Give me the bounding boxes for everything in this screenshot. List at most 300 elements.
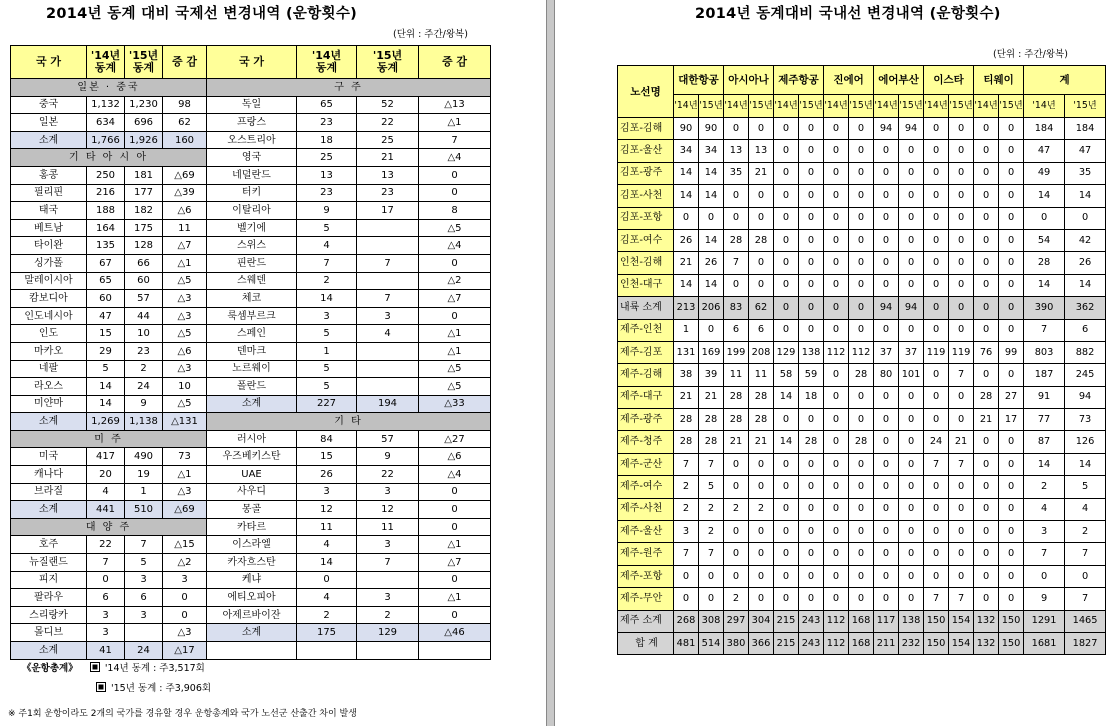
year-header: '15년 bbox=[849, 95, 874, 118]
value-cell: 7 bbox=[357, 290, 419, 308]
value-cell: 0 bbox=[974, 521, 999, 543]
value-cell: 3 bbox=[125, 571, 163, 589]
value-cell: 11 bbox=[163, 219, 207, 237]
value-cell: △1 bbox=[419, 536, 491, 554]
route-row bbox=[618, 431, 1106, 453]
intl-header-row bbox=[11, 46, 491, 79]
value-cell: 0 bbox=[824, 476, 849, 498]
value-cell: 0 bbox=[297, 571, 357, 589]
value-cell: 25 bbox=[297, 149, 357, 167]
value-cell: △131 bbox=[163, 413, 207, 431]
value-cell: 0 bbox=[699, 207, 724, 229]
value-cell: 0 bbox=[949, 386, 974, 408]
country-name: 러시아 bbox=[207, 430, 297, 448]
value-cell: 1827 bbox=[1065, 632, 1106, 654]
value-cell: 9 bbox=[297, 202, 357, 220]
value-cell: 3 bbox=[297, 307, 357, 325]
value-cell: 215 bbox=[774, 632, 799, 654]
value-cell: 0 bbox=[924, 252, 949, 274]
value-cell: 0 bbox=[949, 409, 974, 431]
value-cell: 21 bbox=[674, 252, 699, 274]
value-cell: 22 bbox=[357, 466, 419, 484]
value-cell: 135 bbox=[87, 237, 125, 255]
value-cell: 0 bbox=[974, 118, 999, 140]
value-cell: 0 bbox=[999, 319, 1024, 341]
value-cell: 7 bbox=[87, 554, 125, 572]
value-cell: 0 bbox=[849, 185, 874, 207]
value-cell: 0 bbox=[824, 274, 849, 296]
value-cell: 0 bbox=[724, 521, 749, 543]
intl-header-cell: 국 가 bbox=[207, 46, 297, 79]
value-cell: 0 bbox=[674, 588, 699, 610]
value-cell: 0 bbox=[999, 453, 1024, 475]
value-cell: 14 bbox=[87, 395, 125, 413]
value-cell: 181 bbox=[125, 166, 163, 184]
value-cell: 2 bbox=[724, 588, 749, 610]
value-cell: 7 bbox=[949, 364, 974, 386]
value-cell: 154 bbox=[949, 632, 974, 654]
value-cell: 0 bbox=[824, 565, 849, 587]
value-cell: 11 bbox=[297, 518, 357, 536]
value-cell: 0 bbox=[874, 543, 899, 565]
value-cell: △1 bbox=[419, 589, 491, 607]
value-cell: 0 bbox=[874, 476, 899, 498]
value-cell: 0 bbox=[824, 162, 849, 184]
value-cell: 3 bbox=[357, 589, 419, 607]
value-cell: 23 bbox=[357, 184, 419, 202]
country-name: 노르웨이 bbox=[207, 360, 297, 378]
value-cell: 0 bbox=[974, 476, 999, 498]
value-cell: 18 bbox=[297, 131, 357, 149]
value-cell: △13 bbox=[419, 96, 491, 114]
value-cell: 0 bbox=[824, 207, 849, 229]
value-cell: 164 bbox=[87, 219, 125, 237]
value-cell: 0 bbox=[824, 386, 849, 408]
value-cell: 0 bbox=[799, 453, 824, 475]
value-cell: 0 bbox=[924, 543, 949, 565]
value-cell: 0 bbox=[724, 118, 749, 140]
value-cell: 0 bbox=[749, 521, 774, 543]
intl-row bbox=[11, 254, 491, 272]
value-cell: 0 bbox=[419, 307, 491, 325]
value-cell: 0 bbox=[924, 274, 949, 296]
value-cell: 0 bbox=[999, 498, 1024, 520]
value-cell: △1 bbox=[163, 466, 207, 484]
value-cell: 0 bbox=[924, 185, 949, 207]
route-row bbox=[618, 565, 1106, 587]
value-cell: 0 bbox=[874, 185, 899, 207]
country-name: 캐나다 bbox=[11, 466, 87, 484]
page-gutter bbox=[546, 0, 555, 726]
value-cell: 138 bbox=[799, 341, 824, 363]
value-cell: 0 bbox=[824, 319, 849, 341]
value-cell: 29 bbox=[87, 342, 125, 360]
country-name: 호주 bbox=[11, 536, 87, 554]
value-cell: △6 bbox=[163, 202, 207, 220]
year-header: '14년 bbox=[974, 95, 999, 118]
value-cell: 0 bbox=[774, 588, 799, 610]
value-cell: 0 bbox=[799, 140, 824, 162]
empty-cell bbox=[297, 642, 357, 660]
value-cell: 0 bbox=[824, 185, 849, 207]
value-cell: 0 bbox=[699, 319, 724, 341]
country-name: 이탈리아 bbox=[207, 202, 297, 220]
route-row bbox=[618, 386, 1106, 408]
country-name: 네팔 bbox=[11, 360, 87, 378]
airline-header: 진에어 bbox=[824, 66, 874, 95]
value-cell: 0 bbox=[874, 588, 899, 610]
value-cell: 5 bbox=[699, 476, 724, 498]
value-cell: 4 bbox=[357, 325, 419, 343]
value-cell: 182 bbox=[125, 202, 163, 220]
intl-row bbox=[11, 114, 491, 132]
value-cell: 2 bbox=[674, 498, 699, 520]
value-cell: 0 bbox=[799, 229, 824, 251]
value-cell: 634 bbox=[87, 114, 125, 132]
year-header: '15년 bbox=[899, 95, 924, 118]
value-cell: 76 bbox=[974, 341, 999, 363]
value-cell: 129 bbox=[774, 341, 799, 363]
value-cell: 168 bbox=[849, 610, 874, 632]
value-cell: 65 bbox=[297, 96, 357, 114]
value-cell: 0 bbox=[774, 162, 799, 184]
country-name: 미얀마 bbox=[11, 395, 87, 413]
value-cell: 0 bbox=[899, 386, 924, 408]
intl-row bbox=[11, 79, 491, 97]
value-cell: 21 bbox=[749, 431, 774, 453]
route-row bbox=[618, 319, 1106, 341]
route-row bbox=[618, 409, 1106, 431]
value-cell: 0 bbox=[849, 252, 874, 274]
value-cell: 206 bbox=[699, 297, 724, 319]
value-cell: △3 bbox=[163, 624, 207, 642]
country-name: 몽골 bbox=[207, 501, 297, 519]
value-cell: 0 bbox=[874, 207, 899, 229]
value-cell: 0 bbox=[899, 319, 924, 341]
value-cell: 154 bbox=[949, 610, 974, 632]
value-cell: 83 bbox=[724, 297, 749, 319]
value-cell: 14 bbox=[699, 229, 724, 251]
country-name: 이스라엘 bbox=[207, 536, 297, 554]
square-bullet-icon bbox=[90, 662, 100, 672]
route-row bbox=[618, 521, 1106, 543]
empty-cell bbox=[419, 642, 491, 660]
value-cell: △6 bbox=[163, 342, 207, 360]
country-name: 스웨덴 bbox=[207, 272, 297, 290]
value-cell: 0 bbox=[974, 297, 999, 319]
value-cell: △6 bbox=[419, 448, 491, 466]
country-name: 베트남 bbox=[11, 219, 87, 237]
value-cell: 13 bbox=[297, 166, 357, 184]
value-cell: 366 bbox=[749, 632, 774, 654]
value-cell: 0 bbox=[749, 543, 774, 565]
value-cell: 213 bbox=[674, 297, 699, 319]
airline-header: 대한항공 bbox=[674, 66, 724, 95]
footnote: ※ 주1회 운항이라도 2개의 국가를 경유할 경우 운항총계와 국가 노선군 산출간 차이 발생 bbox=[8, 709, 357, 719]
route-name: 제주-울산 bbox=[618, 521, 674, 543]
value-cell: 0 bbox=[799, 185, 824, 207]
country-name: 소계 bbox=[11, 642, 87, 660]
country-name: 브라질 bbox=[11, 483, 87, 501]
value-cell: 0 bbox=[874, 565, 899, 587]
value-cell bbox=[357, 378, 419, 396]
value-cell: 0 bbox=[974, 319, 999, 341]
value-cell: 0 bbox=[824, 297, 849, 319]
value-cell: 0 bbox=[924, 521, 949, 543]
value-cell: 28 bbox=[699, 431, 724, 453]
intl-table bbox=[10, 45, 491, 660]
intl-row bbox=[11, 448, 491, 466]
intl-row bbox=[11, 554, 491, 572]
value-cell: 5 bbox=[87, 360, 125, 378]
value-cell: △4 bbox=[419, 466, 491, 484]
value-cell: 0 bbox=[799, 118, 824, 140]
value-cell: 11 bbox=[357, 518, 419, 536]
country-name: 핀란드 bbox=[207, 254, 297, 272]
value-cell: 0 bbox=[874, 252, 899, 274]
value-cell: 138 bbox=[899, 610, 924, 632]
route-row bbox=[618, 118, 1106, 140]
value-cell: 73 bbox=[163, 448, 207, 466]
value-cell: 7 bbox=[297, 254, 357, 272]
value-cell: 0 bbox=[949, 185, 974, 207]
value-cell: 14 bbox=[674, 185, 699, 207]
route-name: 제주-청주 bbox=[618, 431, 674, 453]
route-row bbox=[618, 364, 1106, 386]
country-name: 뉴질랜드 bbox=[11, 554, 87, 572]
value-cell: 17 bbox=[357, 202, 419, 220]
value-cell: 60 bbox=[125, 272, 163, 290]
value-cell: 132 bbox=[974, 632, 999, 654]
total-15: '15년 동계 : 주3,906회 bbox=[111, 683, 212, 694]
value-cell: 0 bbox=[749, 252, 774, 274]
value-cell: 5 bbox=[297, 325, 357, 343]
value-cell: 150 bbox=[999, 632, 1024, 654]
value-cell: 0 bbox=[924, 118, 949, 140]
value-cell: 0 bbox=[724, 543, 749, 565]
value-cell: 0 bbox=[899, 476, 924, 498]
region-header: 일본 · 중국 bbox=[11, 79, 207, 97]
value-cell: 0 bbox=[419, 571, 491, 589]
value-cell: 245 bbox=[1065, 364, 1106, 386]
value-cell: 2 bbox=[1065, 521, 1106, 543]
value-cell: 24 bbox=[125, 378, 163, 396]
intl-row bbox=[11, 342, 491, 360]
intl-header-cell: '15년 동계 bbox=[125, 46, 163, 79]
value-cell: 0 bbox=[974, 185, 999, 207]
value-cell: △3 bbox=[163, 483, 207, 501]
value-cell: 0 bbox=[974, 274, 999, 296]
value-cell: 0 bbox=[874, 274, 899, 296]
value-cell: 0 bbox=[924, 297, 949, 319]
year-header: '14년 bbox=[674, 95, 699, 118]
value-cell: 7 bbox=[419, 131, 491, 149]
value-cell: 0 bbox=[774, 409, 799, 431]
route-row bbox=[618, 632, 1106, 654]
value-cell: 0 bbox=[899, 252, 924, 274]
value-cell: 150 bbox=[924, 610, 949, 632]
region-header: 기 타 아 시 아 bbox=[11, 149, 207, 167]
value-cell: 117 bbox=[874, 610, 899, 632]
value-cell: 5 bbox=[1065, 476, 1106, 498]
value-cell: 0 bbox=[774, 140, 799, 162]
country-name: 말레이시아 bbox=[11, 272, 87, 290]
value-cell: 3 bbox=[87, 624, 125, 642]
value-cell: 0 bbox=[849, 498, 874, 520]
value-cell: 47 bbox=[87, 307, 125, 325]
value-cell: 417 bbox=[87, 448, 125, 466]
value-cell: 0 bbox=[774, 297, 799, 319]
value-cell: 0 bbox=[749, 118, 774, 140]
value-cell: 0 bbox=[699, 588, 724, 610]
route-row bbox=[618, 498, 1106, 520]
value-cell: △1 bbox=[419, 325, 491, 343]
value-cell: 0 bbox=[163, 589, 207, 607]
value-cell: 14 bbox=[674, 274, 699, 296]
value-cell: 0 bbox=[949, 140, 974, 162]
value-cell: △1 bbox=[163, 254, 207, 272]
route-name: 제주-여수 bbox=[618, 476, 674, 498]
route-name: 제주-포항 bbox=[618, 565, 674, 587]
value-cell: 0 bbox=[874, 319, 899, 341]
value-cell: 0 bbox=[799, 409, 824, 431]
value-cell: 57 bbox=[357, 430, 419, 448]
airline-header: 제주항공 bbox=[774, 66, 824, 95]
country-name: 팔라우 bbox=[11, 589, 87, 607]
value-cell: 14 bbox=[1065, 274, 1106, 296]
value-cell: 0 bbox=[774, 319, 799, 341]
value-cell: 0 bbox=[849, 409, 874, 431]
value-cell: 0 bbox=[419, 254, 491, 272]
country-name: 우즈베키스탄 bbox=[207, 448, 297, 466]
route-header: 노선명 bbox=[618, 66, 674, 118]
value-cell: 0 bbox=[999, 185, 1024, 207]
value-cell: 0 bbox=[724, 476, 749, 498]
country-name: 스위스 bbox=[207, 237, 297, 255]
value-cell: 94 bbox=[1065, 386, 1106, 408]
value-cell: 0 bbox=[974, 207, 999, 229]
value-cell: 0 bbox=[924, 162, 949, 184]
empty-cell bbox=[357, 642, 419, 660]
country-name: 덴마크 bbox=[207, 342, 297, 360]
route-row bbox=[618, 140, 1106, 162]
value-cell: 4 bbox=[1024, 498, 1065, 520]
value-cell: 2 bbox=[297, 272, 357, 290]
value-cell: 28 bbox=[724, 229, 749, 251]
value-cell: △4 bbox=[419, 237, 491, 255]
route-name: 제주-대구 bbox=[618, 386, 674, 408]
value-cell: △33 bbox=[419, 395, 491, 413]
value-cell: 87 bbox=[1024, 431, 1065, 453]
value-cell: 28 bbox=[674, 431, 699, 453]
year-header: '14년 bbox=[1024, 95, 1065, 118]
value-cell: △3 bbox=[163, 290, 207, 308]
route-row bbox=[618, 610, 1106, 632]
value-cell: 65 bbox=[87, 272, 125, 290]
value-cell bbox=[357, 571, 419, 589]
country-name: 소계 bbox=[11, 413, 87, 431]
year-header: '15년 bbox=[699, 95, 724, 118]
value-cell: 3 bbox=[1024, 521, 1065, 543]
dom-year-row bbox=[618, 95, 1106, 118]
value-cell: 62 bbox=[749, 297, 774, 319]
region-header: 기 타 bbox=[207, 413, 491, 431]
value-cell: 0 bbox=[974, 229, 999, 251]
value-cell: △5 bbox=[163, 272, 207, 290]
value-cell: 0 bbox=[774, 118, 799, 140]
country-name: 소계 bbox=[11, 131, 87, 149]
value-cell: 882 bbox=[1065, 341, 1106, 363]
value-cell: △2 bbox=[163, 554, 207, 572]
region-header: 미 주 bbox=[11, 430, 207, 448]
value-cell: 0 bbox=[749, 274, 774, 296]
value-cell: 0 bbox=[419, 166, 491, 184]
value-cell: 0 bbox=[799, 252, 824, 274]
value-cell: 39 bbox=[699, 364, 724, 386]
route-name: 김포-김해 bbox=[618, 118, 674, 140]
value-cell: 7 bbox=[1024, 543, 1065, 565]
value-cell: 119 bbox=[924, 341, 949, 363]
value-cell: 0 bbox=[849, 140, 874, 162]
value-cell: 23 bbox=[297, 114, 357, 132]
route-name: 제주-인천 bbox=[618, 319, 674, 341]
value-cell: 1681 bbox=[1024, 632, 1065, 654]
value-cell: 112 bbox=[824, 341, 849, 363]
value-cell: 21 bbox=[974, 409, 999, 431]
route-row bbox=[618, 207, 1106, 229]
intl-row bbox=[11, 131, 491, 149]
value-cell: △5 bbox=[419, 219, 491, 237]
value-cell: 0 bbox=[974, 364, 999, 386]
country-name: 네덜란드 bbox=[207, 166, 297, 184]
intl-header-cell: '14년 동계 bbox=[297, 46, 357, 79]
route-name: 제주-김포 bbox=[618, 341, 674, 363]
value-cell: 0 bbox=[674, 565, 699, 587]
value-cell: 1,926 bbox=[125, 131, 163, 149]
value-cell: 0 bbox=[799, 588, 824, 610]
value-cell: 0 bbox=[999, 364, 1024, 386]
value-cell bbox=[357, 272, 419, 290]
value-cell: 0 bbox=[899, 185, 924, 207]
route-name: 김포-포항 bbox=[618, 207, 674, 229]
value-cell: 15 bbox=[87, 325, 125, 343]
value-cell: 34 bbox=[699, 140, 724, 162]
value-cell: 0 bbox=[924, 386, 949, 408]
value-cell: 0 bbox=[824, 364, 849, 386]
value-cell: 3 bbox=[87, 606, 125, 624]
value-cell: 168 bbox=[849, 632, 874, 654]
value-cell: 0 bbox=[949, 229, 974, 251]
value-cell: 184 bbox=[1065, 118, 1106, 140]
value-cell: 5 bbox=[297, 360, 357, 378]
value-cell: 14 bbox=[699, 162, 724, 184]
value-cell: 216 bbox=[87, 184, 125, 202]
intl-row bbox=[11, 290, 491, 308]
value-cell: 3 bbox=[163, 571, 207, 589]
value-cell: 13 bbox=[357, 166, 419, 184]
value-cell: 14 bbox=[1065, 185, 1106, 207]
country-name: 케냐 bbox=[207, 571, 297, 589]
value-cell: 0 bbox=[774, 453, 799, 475]
value-cell: 0 bbox=[774, 207, 799, 229]
value-cell: 94 bbox=[899, 297, 924, 319]
value-cell: 0 bbox=[749, 185, 774, 207]
value-cell: △7 bbox=[419, 290, 491, 308]
value-cell: 0 bbox=[949, 498, 974, 520]
value-cell: 119 bbox=[949, 341, 974, 363]
value-cell: 9 bbox=[357, 448, 419, 466]
value-cell: 0 bbox=[899, 229, 924, 251]
